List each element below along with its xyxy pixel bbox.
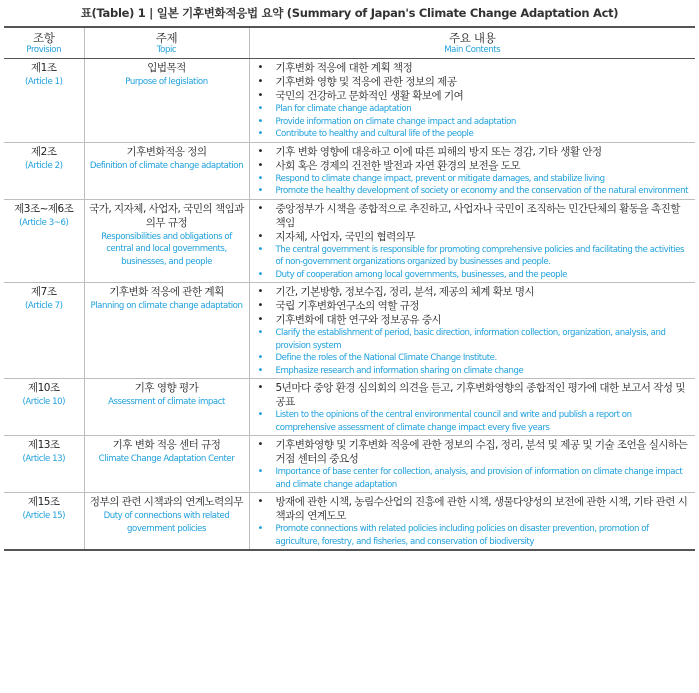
content-item-en: • Define the roles of the National Climate Change Institute. xyxy=(250,352,692,365)
provision-ko: 제1조 xyxy=(31,62,57,74)
content-item-en: • The central government is responsible for promoting comprehensive policies and facilitating the activities of non-government organizations organized by businesses and people. xyxy=(250,244,692,269)
provision-cell xyxy=(4,436,84,493)
provision-en: (Article 10) xyxy=(22,397,66,407)
provision-en: (Article 7) xyxy=(24,301,63,311)
topic-en: Responsibilities and obligations of central and local governments, businesses, and people xyxy=(101,231,232,267)
content-item-en: • Importance of base center for collection, analysis, and provision of information on climate change impact and climate change adaptation xyxy=(250,466,692,491)
content-item-en: • Emphasize research and information sharing on climate change xyxy=(250,365,692,378)
contents-list xyxy=(250,143,696,199)
topic-en: Planning on climate change adaptation xyxy=(90,301,243,311)
topic-ko: 기후 영향 평가 xyxy=(134,382,199,394)
topic-ko: 기후변화 적응에 관한 계획 xyxy=(109,286,224,298)
contents-list xyxy=(250,436,696,492)
content-item-ko: • 5년마다 중앙 환경 심의회의 의견을 듣고, 기후변화영향의 종합적인 평가에 대한 보고서 작성 및 공표 xyxy=(250,381,692,409)
contents-list xyxy=(250,200,696,283)
topic-ko: 입법목적 xyxy=(147,62,186,74)
topic-ko: 국가, 지자체, 사업자, 국민의 책임과 의무 규정 xyxy=(89,202,244,229)
table-row xyxy=(4,493,695,551)
contents-cell xyxy=(249,493,695,551)
topic-en: Assessment of climate impact xyxy=(108,397,225,407)
table-title: 표(Table) 1 | 일본 기후변화적응법 요약 (Summary of Japan's Climate Change Adaptation Act) xyxy=(80,6,619,20)
topic-cell xyxy=(84,283,249,379)
table-row xyxy=(4,436,695,493)
contents-cell xyxy=(249,199,695,283)
content-item-ko: • 중앙정부가 시책을 종합적으로 추진하고, 사업자나 국민이 조직하는 민간단체의 활동을 촉진할 책임 xyxy=(250,202,692,230)
topic-cell xyxy=(84,142,249,199)
provision-ko: 제15조 xyxy=(27,496,60,508)
content-item-ko: • 사회 혹은 경제의 건전한 발전과 자연 환경의 보전을 도모 xyxy=(250,159,692,173)
topic-ko: 기후변화적응 정의 xyxy=(126,145,207,158)
topic-cell xyxy=(84,199,249,283)
content-item-ko: • 기후 변화 영향에 대응하고 이에 따른 피해의 방지 또는 경감, 기타 생활 안정 xyxy=(250,145,692,159)
header-topic-ko: 주제 xyxy=(155,31,178,45)
topic-cell xyxy=(84,59,249,143)
table-row xyxy=(4,283,695,379)
content-item-ko: • 방재에 관한 시책, 농림수산업의 진흥에 관한 시책, 생물다양성의 보전에 관한 시책, 기타 관련 시책과의 연계도모 xyxy=(250,495,692,523)
header-topic-en: Topic xyxy=(156,45,177,55)
header-contents-en: Main Contents xyxy=(444,45,501,55)
provision-en: (Article 2) xyxy=(24,160,63,171)
content-item-en: • Duty of cooperation among local governments, businesses, and the people xyxy=(250,269,692,282)
provision-en: (Article 1) xyxy=(24,77,63,87)
content-item-ko: • 기후변화 적응에 대한 계획 책정 xyxy=(250,61,692,75)
header-provision xyxy=(4,27,84,59)
contents-cell xyxy=(249,142,695,199)
content-item-en: • Provide information on climate change impact and adaptation xyxy=(250,116,692,129)
content-item-ko: • 국민의 건강하고 문화적인 생활 확보에 기여 xyxy=(250,89,692,103)
topic-en: Duty of connections with related government policies xyxy=(103,511,230,534)
contents-list xyxy=(250,379,696,435)
content-item-ko: • 기후변화영향 및 기후변화 적응에 관한 정보의 수집, 정리, 분석 및 제공 및 기술 조언을 실시하는 거점 센터의 중요성 xyxy=(250,438,692,466)
topic-en: Definition of climate change adaptation xyxy=(89,160,244,171)
topic-ko: 정부의 관련 시책과의 연계노력의무 xyxy=(89,496,244,508)
topic-cell xyxy=(84,379,249,436)
header-topic xyxy=(84,27,249,59)
provision-cell xyxy=(4,142,84,199)
content-item-ko: • 기후변화에 대한 연구와 정보공유 중시 xyxy=(250,313,692,327)
content-item-ko: • 국립 기후변화연구소의 역할 규정 xyxy=(250,299,692,313)
provision-cell xyxy=(4,493,84,551)
topic-cell xyxy=(84,493,249,551)
topic-en: Purpose of legislation xyxy=(125,77,208,87)
contents-cell xyxy=(249,283,695,379)
provision-en: (Article 13) xyxy=(22,454,66,464)
header-provision-ko: 조항 xyxy=(32,31,55,45)
content-item-en: • Contribute to healthy and cultural life of the people xyxy=(250,128,692,141)
provision-ko: 제10조 xyxy=(27,382,60,394)
topic-ko: 기후 변화 적응 센터 규정 xyxy=(112,439,221,451)
topic-cell xyxy=(84,436,249,493)
provision-cell xyxy=(4,199,84,283)
content-item-en: • Promote connections with related policies including policies on disaster prevention, promotion of agriculture, forestry, and fisheries, and conservation of biodiversity xyxy=(250,523,692,548)
provision-ko: 제3조~제6조 xyxy=(14,202,74,215)
content-item-ko: • 기간, 기본방향, 정보수집, 정리, 분석, 제공의 체계 확보 명시 xyxy=(250,285,692,299)
contents-list xyxy=(250,283,696,378)
contents-cell xyxy=(249,436,695,493)
header-contents xyxy=(249,27,695,59)
header-provision-en: Provision xyxy=(26,45,62,55)
summary-table xyxy=(4,26,695,551)
provision-en: (Article 3~6) xyxy=(19,217,69,228)
content-item-ko: • 기후변화 영향 및 적응에 관한 정보의 제공 xyxy=(250,75,692,89)
contents-cell xyxy=(249,59,695,143)
table-row xyxy=(4,379,695,436)
contents-list xyxy=(250,493,696,549)
content-item-en: • Plan for climate change adaptation xyxy=(250,103,692,116)
content-item-en: • Promote the healthy development of society or economy and the conservation of the natural environment xyxy=(250,185,692,198)
provision-cell xyxy=(4,59,84,143)
provision-ko: 제13조 xyxy=(27,439,60,451)
header-contents-ko: 주요 내용 xyxy=(448,31,496,45)
content-item-ko: • 지자체, 사업자, 국민의 협력의무 xyxy=(250,230,692,244)
table-row xyxy=(4,199,695,283)
content-item-en: • Clarify the establishment of period, basic direction, information collection, organization, analysis, and provision system xyxy=(250,327,692,352)
table-row xyxy=(4,142,695,199)
provision-cell xyxy=(4,283,84,379)
provision-en: (Article 15) xyxy=(22,511,66,521)
table-header-row xyxy=(4,27,695,59)
content-item-en: • Listen to the opinions of the central environmental council and write and publish a report on comprehensive assessment of climate change impact every five years xyxy=(250,409,692,434)
table-row xyxy=(4,59,695,143)
contents-list xyxy=(250,59,696,142)
provision-ko: 제7조 xyxy=(31,286,57,298)
content-item-en: • Respond to climate change impact, prevent or mitigate damages, and stabilize living xyxy=(250,173,692,186)
provision-ko: 제2조 xyxy=(31,145,57,158)
provision-cell xyxy=(4,379,84,436)
contents-cell xyxy=(249,379,695,436)
topic-en: Climate Change Adaptation Center xyxy=(98,454,235,464)
table-body xyxy=(4,59,695,551)
